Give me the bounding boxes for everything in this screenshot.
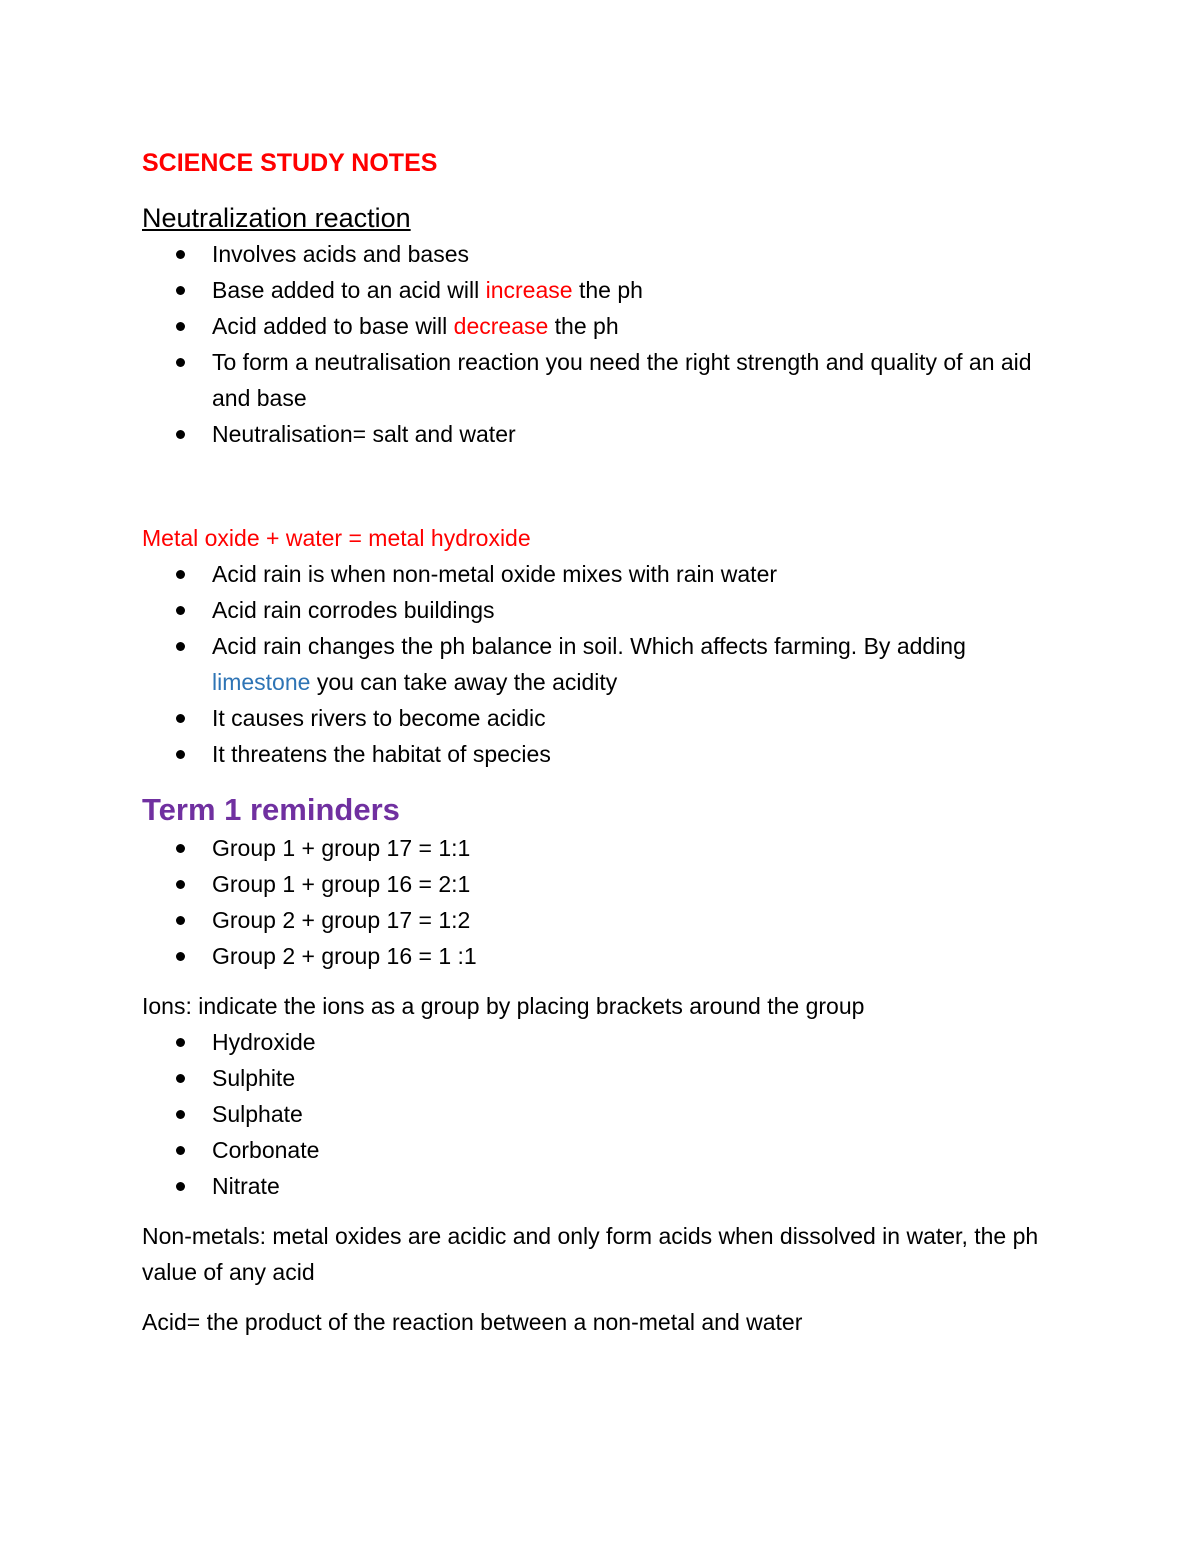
list-item-text: Acid added to base will — [212, 313, 454, 339]
highlight-limestone: limestone — [212, 669, 311, 695]
list-item: Group 1 + group 16 = 2:1 — [142, 866, 1062, 902]
list-item: Sulphate — [142, 1096, 1062, 1132]
document-title: SCIENCE STUDY NOTES — [142, 149, 438, 177]
list-item-text: you can take away the acidity — [310, 669, 618, 695]
list-item — [142, 628, 1062, 700]
list-item: Group 2 + group 16 = 1 :1 — [142, 938, 1062, 974]
list-item: Corbonate — [142, 1132, 1062, 1168]
highlight-decrease: decrease — [453, 313, 549, 339]
metal-oxide-equation: Metal oxide + water = metal hydroxide — [142, 525, 531, 551]
highlight-increase: increase — [485, 277, 573, 303]
list-item: Sulphite — [142, 1060, 1062, 1096]
list-item: Group 2 + group 17 = 1:2 — [142, 902, 1062, 938]
ions-paragraph: Ions: indicate the ions as a group by placing brackets around the group — [142, 993, 865, 1019]
list-item-text: Base added to an acid will — [212, 277, 486, 303]
ions-list — [142, 1024, 1062, 1204]
list-item: To form a neutralisation reaction you need the right strength and quality of an aid and base — [142, 344, 1062, 416]
nonmetals-paragraph: Non-metals: metal oxides are acidic and only form acids when dissolved in water, the ph value of any acid — [142, 1223, 1039, 1285]
list-item-text: the ph — [572, 277, 643, 303]
list-item-text: the ph — [548, 313, 619, 339]
list-item-text: Acid rain changes the ph balance in soil. Which affects farming. By adding — [212, 633, 966, 659]
neutralization-heading: Neutralization reaction — [142, 203, 411, 233]
list-item: It threatens the habitat of species — [142, 736, 1062, 772]
term1-heading: Term 1 reminders — [142, 792, 400, 827]
neutralization-list — [142, 236, 1062, 452]
document-body — [142, 146, 1062, 1340]
list-item: Hydroxide — [142, 1024, 1062, 1060]
list-item: Group 1 + group 17 = 1:1 — [142, 830, 1062, 866]
list-item: Acid rain corrodes buildings — [142, 592, 1062, 628]
list-item — [142, 272, 1062, 308]
list-item: Acid rain is when non-metal oxide mixes with rain water — [142, 556, 1062, 592]
list-item: Neutralisation= salt and water — [142, 416, 1062, 452]
list-item: Nitrate — [142, 1168, 1062, 1204]
acid-paragraph: Acid= the product of the reaction between a non-metal and water — [142, 1309, 803, 1335]
acid-rain-list — [142, 556, 1062, 772]
term1-list — [142, 830, 1062, 974]
list-item: Involves acids and bases — [142, 236, 1062, 272]
list-item — [142, 308, 1062, 344]
list-item: It causes rivers to become acidic — [142, 700, 1062, 736]
